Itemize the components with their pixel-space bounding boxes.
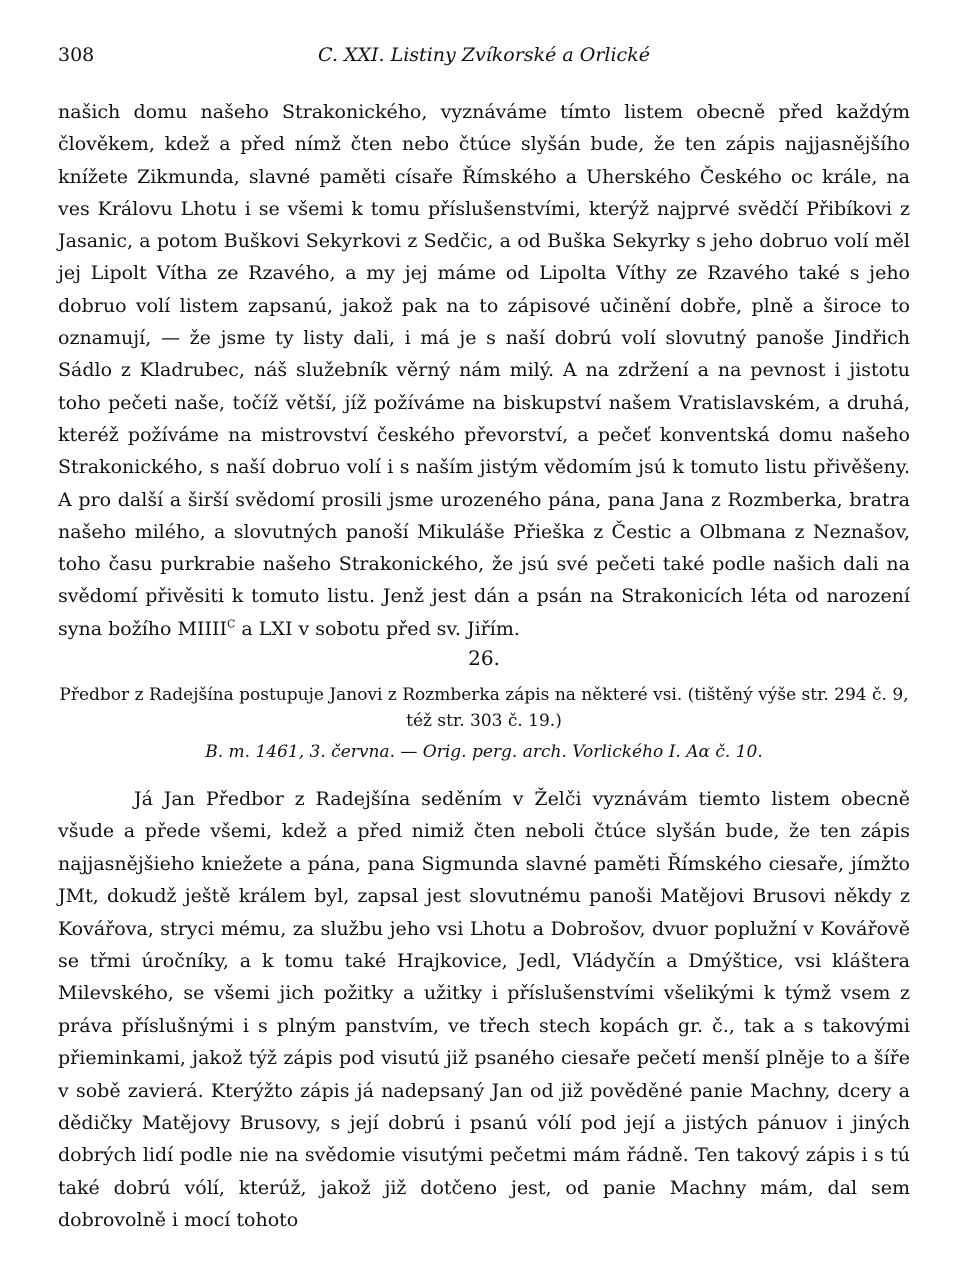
running-head — [58, 44, 910, 74]
continuation-paragraph — [58, 96, 910, 645]
date-superscript: C — [226, 617, 236, 631]
continuation-text: našich domu našeho Strakonického, vyznáváme tímto listem obecně před každým člověkem, kdež a před nímž čten nebo čtúce slyšán bude, že ten zápis najjasnějšího knížete Zikmunda, slavné paměti císaře Římského a Uherského Českého oc krále, na ves Královu Lhotu i se všemi k tomu příslušenstvími, kterýž najprvé svědčí Přibíkovi z Jasanic, a potom Buškovi Sekyrkovi z Sedčic, a od Buška Sekyrky s jeho dobruo volí měl jej Lipolt Vítha ze Rzavého, a my jej máme od Lipolta Víthy ze Rzavého také s jeho dobruo volí listem zapsanú, jakož pak na to zápisové učinění dobře, plně a široce to oznamují, — že jsme ty listy dali, i má je s naší dobrú volí slovutný panoše Jindřich Sádlo z Kladrubec, náš služebník věrný nám milý. A na zdržení a na pevnost i jistotu toho pečeti naše, točíž větší, jíž požíváme na biskupství našem Vratislavském, a druhá, kteréž požíváme na mistrovství českého převorství, a pečeť konventská domu našeho Strakonického, s naší dobruo volí i s naším jistým vědomím jsú k tomuto listu přivěšeny. A pro další a širší svědomí prosili jsme urozeného pána, pana Jana z Rozmberka, bratra našeho milého, a slovutných panoší Mikuláše Přieška z Čestic a Olbmana z Neznašov, toho času purkrabie našeho Strakonického, že jsú své pečeti také podle našich dali na svědomí přivěsiti k tomuto listu. Jenž jest dán a psán na Strakonicích léta od narození syna božího MIIII — [58, 101, 910, 640]
document-number: 26. — [468, 646, 500, 670]
running-title: C. XXI. Listiny Zvíkorské a Orlické — [318, 44, 650, 66]
page-number: 308 — [58, 44, 95, 66]
charter-text: Já Jan Předbor z Radejšína seděním v Želči vyznávám tiemto listem obecně všude a přede všemi, kdež a před nimiž čten neboli čtúce slyšán bude, že ten zápis najjasnějšieho kniežete a pána, pana Sigmunda slavné paměti Římského ciesaře, jímžto JMt, dokudž ještě králem byl, zapsal jest slovutnému panoši Matějovi Brusovi někdy z Kovářova, stryci mému, za službu jeho vsi Lhotu a Dobrošov, dvuor poplužní v Kovářově se třmi úročníky, a k tomu také Hrajkovice, Jedl, Vládyčín a Dmýštice, vsi kláštera Milevského, se všemi jich požitky a užitky i příslušenstvími všelikými k týmž vsem z práva příslušnými i s plným panstvím, ve třech stech kopách gr. č., tak a s takovými přieminkami, jakož týž zápis pod visutú již psaného ciesaře pečetí menší plněje to a šíře v sobě zavierá. Kterýžto zápis já nadepsaný Jan od již pověděné panie Machny, dcery a dědičky Matějovy Brusovy, s její dobrú i psanú vólí pod její a jistých pánuov i jiných dobrých lidí podle nie na svědomie visutými pečetmi mám řádně. Ten takový zápis i s tú také dobrú vólí, kterúž, jakož již dotčeno jest, od panie Machny mám, dal sem dobrovolně i mocí tohoto — [58, 788, 910, 1232]
document-source: B. m. 1461, 3. června. — Orig. perg. arch. Vorlického I. Aα č. 10. — [205, 742, 763, 762]
continuation-tail: a LXI v sobotu před sv. Jiřím. — [235, 617, 520, 640]
document-regest: Předbor z Radejšína postupuje Janovi z Rozmberka zápis na některé vsi. (tištěný výše str. 294 č. 9, též str. 303 č. 19.) — [59, 685, 909, 731]
